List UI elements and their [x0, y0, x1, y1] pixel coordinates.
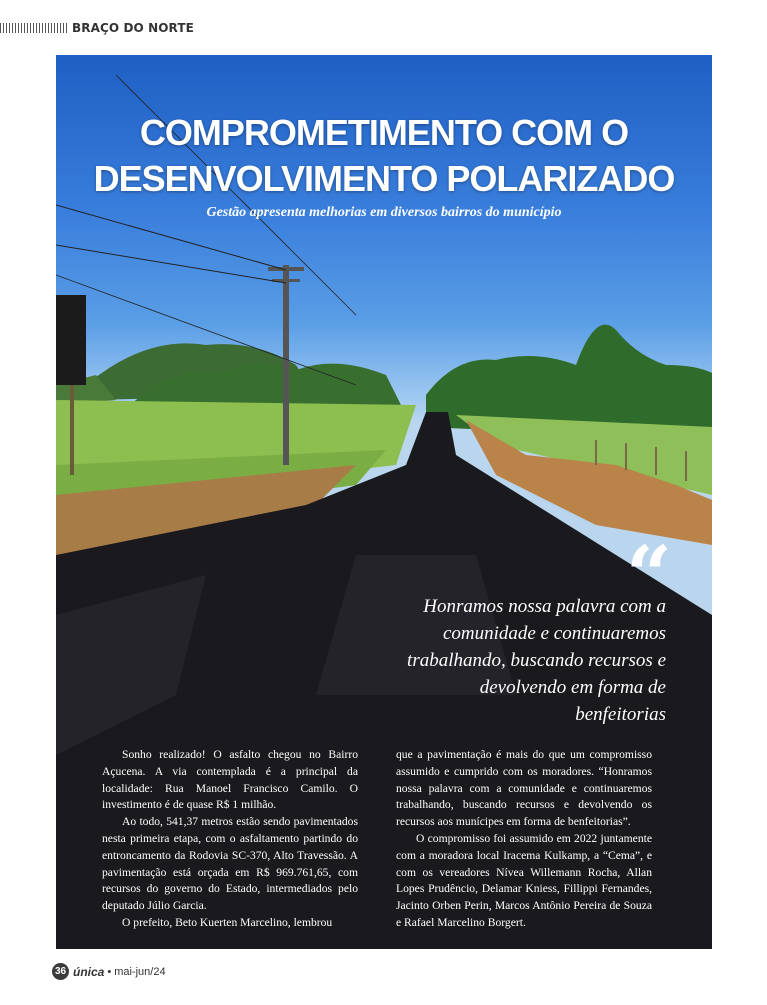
separator-dot: •: [107, 965, 112, 978]
barcode-decoration: [0, 23, 68, 33]
article-photo: [56, 55, 712, 949]
article-subtitle: Gestão apresenta melhorias em diversos bairros do município: [206, 205, 562, 220]
section-label: [0, 20, 194, 36]
article-body-right: [396, 747, 652, 932]
paragraph: Ao todo, 541,37 metros estão sendo pavimentados nesta primeira etapa, com o asfaltamento partindo do entroncamento da Rodovia SC-370, Alto Travessão. A pavimentação está orçada em R$ 969.761,65, com recursos do governo do Estado, intermediados pelo deputado Júlio Garcia.: [102, 815, 358, 913]
paragraph: que a pavimentação é mais do que um compromisso assumido e cumprido com os moradores. “Honramos nossa palavra com a comunidade e continuaremos trabalhando, buscando recursos e devolvendo os recursos aos munícipes em forma de benfeitorias”.: [396, 748, 652, 829]
paragraph: O prefeito, Beto Kuerten Marcelino, lembrou: [122, 915, 333, 929]
magazine-name: única: [73, 964, 105, 979]
article-body-left: [102, 747, 358, 932]
page-number: 36: [52, 963, 69, 980]
page-footer: [52, 963, 166, 980]
article-title: COMPROMETIMENTO COM O DESENVOLVIMENTO POLARIZADO: [93, 112, 675, 199]
section-name: BRAÇO DO NORTE: [72, 21, 194, 35]
pull-quote: Honramos nossa palavra com a comunidade e continuaremos trabalhando, buscando recursos e devolvendo em forma de benfeitorias: [407, 596, 666, 725]
quote-mark-icon: “: [626, 528, 673, 622]
edition: mai-jun/24: [114, 965, 166, 978]
paragraph: Sonho realizado! O asfalto chegou no Bairro Açucena. A via contemplada é a principal da localidade: Rua Manoel Francisco Camilo. O investimento é de quase R$ 1 milhão.: [102, 748, 358, 812]
paragraph: O compromisso foi assumido em 2022 juntamente com a moradora local Iracema Kulkamp, a “Cema”, e com os vereadores Nívea Willemann Rocha, Allan Lopes Prudêncio, Delamar Kniess, Fillippi Fernandes, Jacinto Orben Perin, Marcos Antônio Pereira de Souza e Rafael Marcelino Borgert.: [396, 831, 652, 929]
